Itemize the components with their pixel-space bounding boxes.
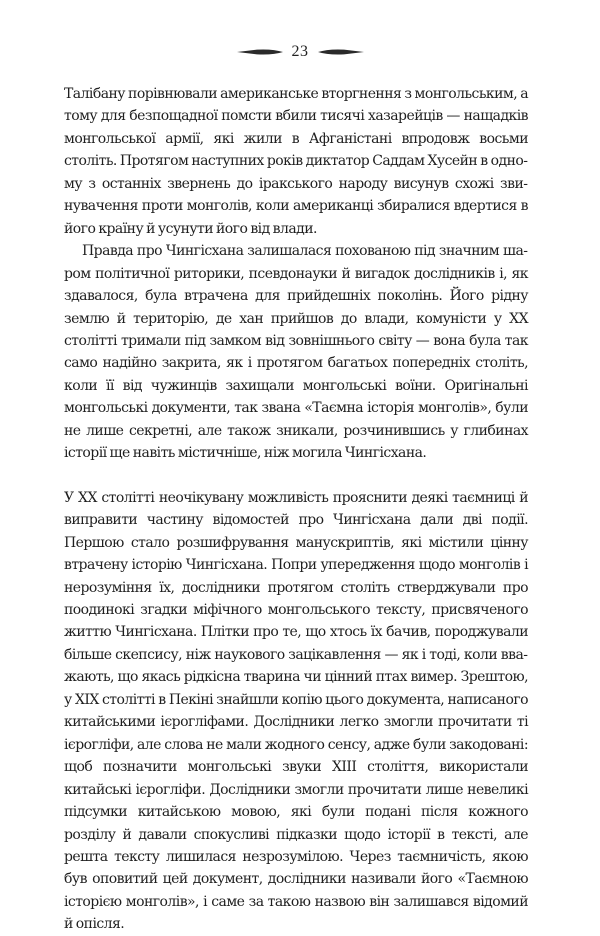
right-ornament-icon bbox=[318, 47, 364, 57]
page-number: 23 bbox=[291, 43, 309, 60]
page-header bbox=[0, 40, 600, 64]
paragraph-1: Талібану порівнювали американське вторгнення з монгольським, а тому для безпощадної помсти вбили тисячі хазарейців — нащадків монгольської армії, які жили в Афганістані впродовж восьми століть. Протягом наступних років диктатор Саддам Хусейн в одному з останніх звернень до іракського народу висунув схожі звинувачення проти монголів, коли американці збиралися вдертися в його країну й усунути його від влади. bbox=[64, 86, 528, 237]
text-body bbox=[64, 83, 528, 936]
paragraph-2: Правда про Чингісхана залишалася похованою під значним шаром політичної риторики, псевдонауки й вигадок дослідників і, як здавалося, була втрачена для прийдешніх поколінь. Його рідну землю й територію, де хан прийшов до влади, комуністи у ХХ столітті тримали під замком від зовнішнього світу — вона була так само надійно закрита, як і протягом багатьох попередніх століть, коли її від чужинців захищали монгольські воїни. Оригінальні монгольські документи, так звана «Таємна історія монголів», були не лише секретні, але також зникали, розчинившись у глибинах історії ще навіть містичніше, ніж могила Чингісхана. bbox=[64, 243, 528, 462]
paragraph-3: У ХХ столітті неочікувану можливість прояснити деякі таємниці й виправити частину відомостей про Чингісхана дали дві події. Першою стало розшифрування манускриптів, які містили цінну втрачену історію Чингісхана. Попри упередження щодо монголів і нерозуміння їх, дослідники протягом століть стверджували про поодинокі згадки міфічного монгольського тексту, присвяченого життю Чингісхана. Плітки про те, що хтось їх бачив, породжували більше скепсису, ніж наукового зацікавлення — як і тоді, коли вважають, що якась рідкісна тварина чи цінний птах вимер. Зрештою, у ХІХ столітті в Пекіні знайшли копію цього документа, написаного китайськими ієрогліфами. Дослідники легко змогли прочитати ті ієрогліфи, але слова не мали жодного сенсу, адже були закодовані: щоб позначити монгольські звуки ХІІІ століття, використали китайські ієрогліфи. Дослідники змогли прочитати лише невеликі підсумки китайською мовою, які були подані після кожного розділу й давали спокусливі підказки щодо історії в тексті, але решта тексту лишилася незрозумілою. Через таємничість, якою був оповитий цей документ, дослідники називали його «Таємною історією монголів», і саме за такою назвою він залишався відомий й опісля. bbox=[64, 489, 528, 933]
left-ornament-icon bbox=[237, 47, 283, 57]
